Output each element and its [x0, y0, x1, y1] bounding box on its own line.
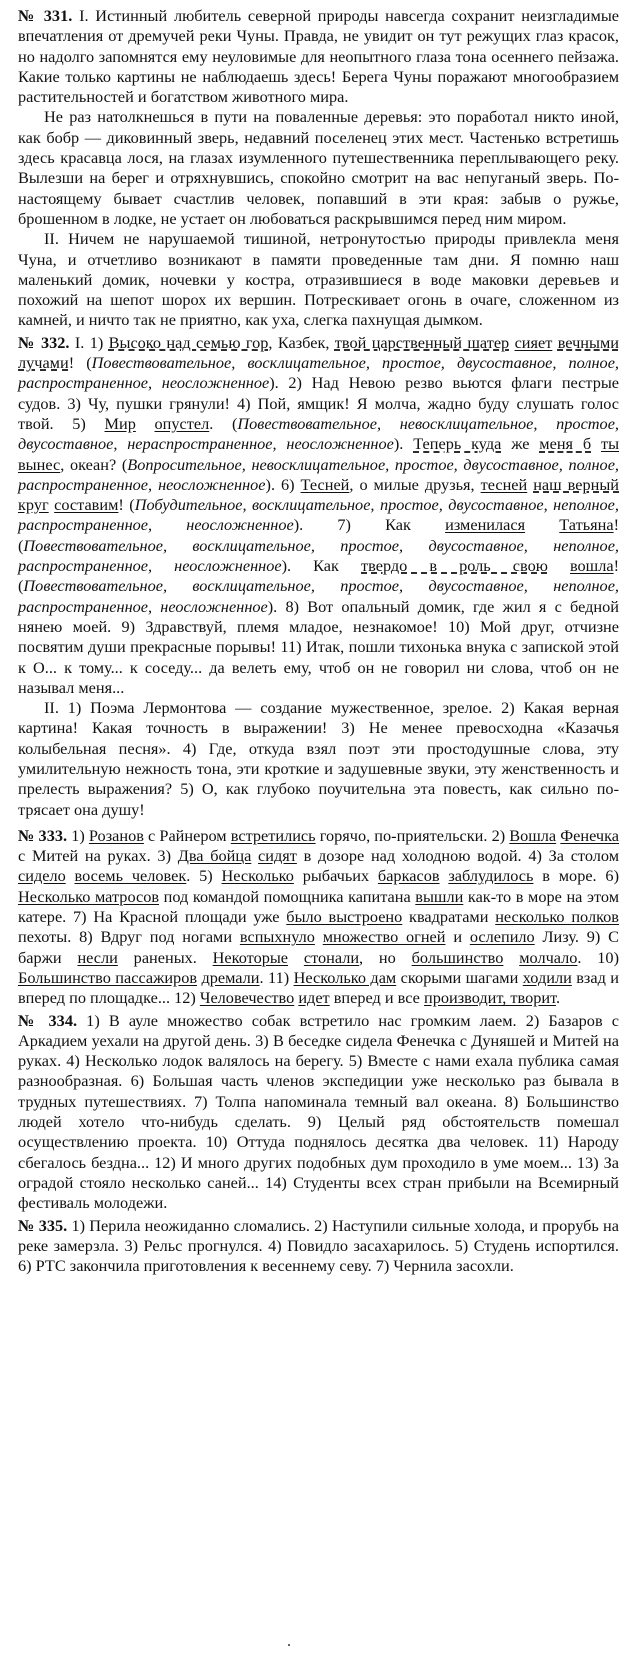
analysis-italic: Повествовательное, восклицательное, простое, двусоставное, неполное, распространенное, неосложненное — [18, 535, 619, 576]
subject-underlined: несколько полков — [495, 907, 619, 927]
predicate-underlined: изменилася — [445, 515, 526, 535]
predicate-underlined: стонали — [303, 947, 360, 967]
exercise-number: № 331. — [18, 6, 73, 25]
exercise-number: № 335. — [18, 1215, 68, 1235]
predicate-underlined: ходили — [522, 967, 572, 987]
text-run: ). — [393, 434, 414, 454]
analysis-italic: Побудительное, восклицательное, простое, двусоставное, неполное, распространенное, неосложненное — [18, 495, 619, 535]
text-run: 1) — [67, 825, 89, 845]
predicate-underlined: сияет — [514, 332, 553, 352]
object-dashed: меня б — [539, 434, 592, 454]
exercise-333-text — [18, 826, 619, 1009]
analysis-italic: Повествовательное, восклицательное, простое, двусоставное, неполное, распространенное, неосложненное — [18, 576, 619, 616]
text-run: ). 8) Вот опальный домик, где жил я с бедной нянею моей. 9) Здравствуй, племя младое, незнакомое! 10) Мой друг, отчизне посвятим души прекрасные порывы! 11) Итак, пошли тихонька внука с запиской этой к О... к тому... к соседу... да велеть ему, чтоб он не говорил ни слова, чтоб он не называл меня... — [18, 596, 619, 697]
paragraph-text: 1) Перила неожиданно сломались. 2) Наступили сильные холода, и прорубь на реке замерзла. 3) Рельс прогнулся. 4) Повидло засахарилось. 5) Студень испортился. 6) РТС закончила приготовления к весеннему севу. 7) Чернила засохли. — [18, 1215, 619, 1276]
subject-underlined: баркасов — [377, 866, 440, 886]
predicate-underlined: было выстроено — [286, 907, 403, 927]
scan-speck — [288, 1644, 290, 1646]
subject-underlined: множество огней — [322, 927, 446, 947]
exercise-332-part-1 — [18, 333, 619, 698]
exercise-332 — [18, 333, 619, 820]
subject-underlined: Несколько дам — [293, 967, 397, 987]
subject-underlined: Несколько матросов — [18, 886, 160, 906]
predicate-underlined: опустел — [154, 413, 210, 433]
text-run: ). 6) — [265, 474, 301, 494]
text-run: , океан? ( — [60, 454, 128, 474]
text-run: с Райнером — [143, 825, 231, 845]
exercise-331 — [18, 6, 619, 331]
predicate-underlined: молчало — [519, 947, 578, 967]
text-run: . 10) — [577, 947, 619, 967]
text-run: ! ( — [118, 495, 135, 515]
predicate-underlined: заблудилось — [448, 866, 534, 886]
exercise-333 — [18, 826, 619, 1009]
exercise-334 — [18, 1011, 619, 1214]
text-run — [315, 927, 323, 946]
text-run: ). Как — [281, 556, 362, 576]
subject-underlined: Мир — [104, 413, 136, 433]
exercise-335-text — [18, 1216, 619, 1277]
predicate-underlined: вышли — [415, 886, 464, 906]
analysis-italic: Вопросительное, невосклицательное, простое, двусоставное, полное, распространенное, неосложненное — [18, 454, 619, 494]
object-underlined: круг — [18, 495, 49, 515]
subject-underlined: Некоторые — [212, 947, 289, 967]
text-run: , но — [359, 947, 412, 967]
text-run: вперед и все — [329, 988, 424, 1008]
predicate-underlined: вспыхнуло — [239, 927, 315, 947]
paragraph-text: Не раз натолкнешься в пути на поваленные деревья: это поработал никто иной, как бобр — диковинный зверь, недавний поселенец этих мест. Частенько встретишь здесь красавца лося, на глазах изумленного путешественника переплывающего реку. Вылезши на берег и отряхнувшись, спокойно смотрит на вас непуганый зверь. По-настоящему бывает счастлив человек, попавший в эти края: забыв о ружье, брошенном в лодке, не устает он любоваться раскрывшимся перед ним миром. — [18, 107, 619, 228]
text-run — [548, 556, 570, 575]
subject-underlined: большинство — [411, 947, 504, 967]
predicate-underlined: дремали — [201, 967, 260, 987]
text-run: ! ( — [18, 515, 619, 555]
predicate-underlined: сидело — [18, 866, 66, 886]
paragraph-text: 1) В ауле множество собак встретило нас громким лаем. 2) Базаров с Аркадием уехали на другой день. 3) В беседке сидела Фенечка с Дуняшей и Митей на руках. 4) Несколько лодок валялось на берегу. 5) Вместе с нами ехала публика самая разнообразная. 6) Большая часть членов экспедиции уже несколько раз бывала в трудных путешествиях. 7) Толпа напоминала темный вал океана. 8) Большинство людей хотело что-нибудь сделать. 9) Целый ряд обстоятельств помешал осуществлению проекта. 10) Оттуда поднялось десятка два человек. 11) Народу сбегалось бездна... 12) И много других подобных дум проходило в уме моем... 13) За оградой стояло несколько саней... 14) Студенты всех стран прибыли на Всемирный фестиваль молодежи. — [18, 1010, 619, 1213]
text-run: Лизу. 9) С баржи — [18, 927, 619, 967]
text-run: , Казбек, — [268, 332, 335, 352]
exercise-number: № 333. — [18, 825, 68, 845]
paragraph-text: II. Ничем не нарушаемой тишиной, нетронутостью природы привлекла меня Чуна, и отчетливо возникают в памяти проведенные там дни. Я помню наш маленький домик, ночевки у костра, отразившиеся в воде маковки деревьев и похожий на шепот шорох их вершин. Потрескивает огонь в очаге, сложенном из камней, и ничто так не приятно, как уха, слегка пахнущая дымком. — [18, 229, 619, 330]
text-run: рыбачьих — [293, 866, 378, 886]
predicate-underlined: составим — [54, 495, 119, 515]
predicate-underlined: производит, творит — [423, 988, 556, 1008]
text-run — [136, 414, 155, 433]
text-run: пехоты. 8) Вдруг под ногами — [18, 927, 240, 947]
text-run: . ( — [209, 413, 238, 433]
exercise-number: № 334. — [18, 1010, 78, 1030]
text-run: ). 7) Как — [293, 515, 446, 535]
text-run — [66, 866, 75, 885]
adverbial-dashed: вечными лучами — [18, 332, 619, 373]
text-run: раненых. — [117, 947, 213, 967]
text-run: ). 2) Над Невою резво вьются флаги пестрые судов. 3) Чу, пушки грянули! 4) Пой, ямщик! Я молча, жадно буду слушать голос твой. 5) — [18, 373, 620, 433]
subject-underlined: Два бойца — [177, 846, 252, 866]
predicate-underlined: встретились — [230, 825, 316, 845]
predicate-underlined: ослепило — [469, 927, 535, 947]
text-run: в дозоре над холодною водой. 4) За столом — [296, 846, 620, 866]
analysis-italic: Повествовательное, восклицательное, простое, двусоставное, полное, распространенное, неосложненное — [18, 353, 619, 393]
text-run: скорыми шагами — [396, 967, 523, 987]
text-run: как-то в море на этом катере. 7) На Красной площади уже — [18, 886, 619, 927]
subject-underlined: Фенечка — [560, 825, 619, 845]
text-run: . — [555, 988, 561, 1008]
text-run: . 5) — [186, 866, 222, 886]
text-run — [591, 434, 601, 453]
predicate-underlined: Вошла — [509, 825, 557, 845]
paragraph-text: I. Истинный любитель северной природы навсегда сохранит неизгладимые впечатления от дремучей реки Чуны. Правда, не увидит он тут режущих глаз красок, но надолго запомнятся ему неуловимые для неопытного глаза тона осеннего пейзажа. Какие только картины не наблюдаешь здесь! Берега Чуны поражают многообразием растительностей и богатством животного мира. — [18, 6, 619, 107]
text-run: под командой помощника капитана — [159, 886, 416, 906]
exercise-331-part-1 — [18, 6, 619, 107]
text-run — [525, 515, 559, 534]
text-run: горячо, по-приятельски. 2) — [315, 825, 510, 845]
text-run: квадратами — [402, 907, 496, 927]
subject-underlined: Несколько — [221, 866, 294, 886]
subject-underlined: Татьяна — [559, 515, 614, 535]
text-run: с Митей на руках. 3) — [18, 846, 178, 866]
adverbial-underlined: тесней — [480, 474, 528, 494]
adverbial-underlined: Тесней — [300, 474, 350, 494]
text-run: же — [501, 434, 540, 454]
subject-group-dashed: твой царственный шатер — [334, 332, 510, 352]
text-run: ! ( — [18, 556, 619, 596]
text-run: . 11) — [259, 967, 294, 987]
subject-underlined: восемь человек — [74, 866, 187, 886]
exercise-335 — [18, 1216, 619, 1277]
text-run — [503, 948, 519, 967]
predicate-underlined: несли — [77, 947, 118, 967]
text-run — [288, 948, 304, 967]
text-run: , о милые друзья, — [349, 474, 481, 494]
analysis-italic: Повествовательное, невосклицательное, простое, двусоставное, нераспространенное, неосложненное — [18, 413, 619, 454]
adverbial-dashed: твердо в роль свою — [361, 556, 548, 576]
adverbial-dashed: Высоко над семью гор — [108, 332, 269, 352]
predicate-underlined: ты вынес — [18, 434, 620, 474]
predicate-underlined: сидят — [258, 846, 297, 866]
predicate-underlined: вошла — [569, 556, 614, 576]
subject-underlined: Большинство пассажиров — [18, 967, 198, 987]
text-run: ! ( — [68, 353, 92, 373]
attribute-dashed: наш верный — [533, 474, 619, 494]
subject-underlined: Человечество — [199, 988, 295, 1008]
predicate-underlined: идет — [298, 988, 330, 1008]
text-run: в море. 6) — [533, 866, 619, 886]
exercise-334-text — [18, 1011, 619, 1214]
text-run: и — [445, 927, 470, 947]
adverbial-dashed: Теперь куда — [413, 434, 502, 454]
subject-underlined: Розанов — [88, 825, 144, 845]
text-run: взад и вперед по площадке... 12) — [18, 967, 620, 1008]
text-run: I. 1) — [74, 332, 109, 352]
paragraph-text: II. 1) Поэма Лермонтова — создание мужественное, зрелое. 2) Какая верная картина! Какая точность в выражении! 3) Не менее превосходна «Казачья колыбельная песня». 4) Где, откуда взял поэт эти простодушные слова, эту умилительную нежность тона, эти кроткие и задушевные звуки, эту женственность и прелесть выражения? 5) О, как глубоко поучительна эта повесть, как сильно потрясает она душу! — [18, 698, 619, 819]
exercise-number: № 332. — [18, 332, 70, 352]
